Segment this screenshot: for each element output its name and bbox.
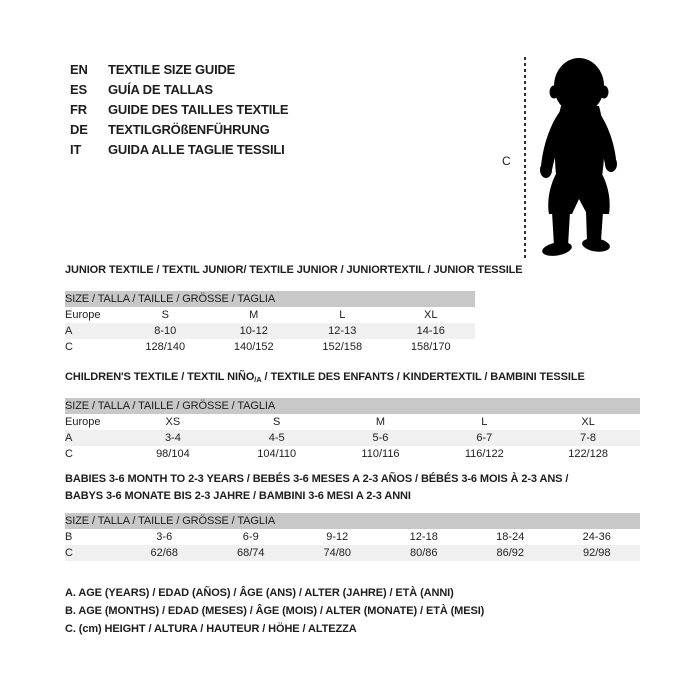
table-row-europe	[65, 414, 640, 430]
cell: S	[273, 416, 281, 428]
language-row-es	[70, 80, 288, 100]
cell: 62/68	[121, 545, 208, 561]
cell: 7-8	[536, 430, 640, 446]
cell: 3-4	[121, 430, 225, 446]
cell: M	[249, 309, 259, 321]
cell: 74/80	[294, 545, 381, 561]
children-title-subscript: /A	[254, 375, 262, 384]
cell: 140/152	[233, 341, 274, 353]
cell: XL	[424, 309, 438, 321]
cell: 3-6	[156, 531, 173, 543]
babies-title-line1: BABIES 3-6 MONTH TO 2-3 YEARS / BEBÉS 3-6 MESES A 2-3 AÑOS / BÉBÉS 3-6 MOIS À 2-3 ANS /	[65, 473, 569, 485]
cell: 110/116	[361, 448, 400, 460]
junior-section-title: JUNIOR TEXTILE / TEXTIL JUNIOR/ TEXTILE JUNIOR / JUNIORTEXTIL / JUNIOR TESSILE	[65, 264, 523, 276]
cell: 68/74	[208, 545, 295, 561]
footnote-c: C. (cm) HEIGHT / ALTURA / HAUTEUR / HÖHE / ALTEZZA	[65, 623, 357, 635]
cell: XS	[165, 416, 181, 428]
cell: 92/98	[554, 545, 641, 561]
cell: 8-10	[121, 323, 210, 339]
babies-size-table	[65, 513, 640, 561]
table-row-b	[65, 529, 640, 545]
size-header-row	[65, 398, 640, 414]
cell: 6-9	[242, 531, 259, 543]
size-header-row	[65, 291, 475, 307]
cell: 158/170	[410, 341, 451, 353]
language-code: ES	[70, 82, 87, 97]
language-code: EN	[70, 62, 88, 77]
cell: 152/158	[322, 341, 363, 353]
cell: 6-7	[432, 430, 536, 446]
table-row-c	[65, 545, 640, 561]
toddler-silhouette	[531, 56, 626, 258]
language-label: GUÍA DE TALLAS	[108, 82, 213, 97]
language-row-de	[70, 120, 288, 140]
height-measure-dashed-line	[524, 57, 526, 258]
cell: S	[161, 309, 169, 321]
cell: 12-13	[298, 323, 387, 339]
children-section-title	[65, 371, 585, 384]
language-label: TEXTILGRÖßENFÜHRUNG	[108, 122, 270, 137]
cell: 98/104	[156, 448, 190, 460]
cell: XL	[581, 416, 595, 428]
row-label: C	[65, 341, 73, 353]
language-row-it	[70, 140, 288, 160]
table-row-a	[65, 430, 640, 446]
language-label: GUIDE DES TAILLES TEXTILE	[108, 102, 289, 117]
size-header-label: SIZE / TALLA / TAILLE / GRÖSSE / TAGLIA	[65, 398, 640, 414]
row-label: C	[65, 545, 121, 561]
row-label: B	[65, 531, 73, 543]
cell: L	[481, 416, 488, 428]
cell: 80/86	[381, 545, 468, 561]
cell: 4-5	[225, 430, 329, 446]
size-header-label: SIZE / TALLA / TAILLE / GRÖSSE / TAGLIA	[65, 291, 475, 307]
cell: 5-6	[329, 430, 433, 446]
row-label: A	[65, 430, 121, 446]
row-label: Europe	[65, 416, 101, 428]
children-title-rest: / TEXTILE DES ENFANTS / KINDERTEXTIL / BAMBINI TESSILE	[261, 371, 585, 383]
row-label: C	[65, 448, 73, 460]
children-size-table	[65, 398, 640, 462]
junior-size-table	[65, 291, 475, 355]
footnote-a: A. AGE (YEARS) / EDAD (AÑOS) / ÂGE (ANS) / ALTER (JAHRE) / ETÀ (ANNI)	[65, 587, 454, 599]
cell: 24-36	[582, 531, 611, 543]
cell: M	[375, 416, 386, 428]
cell: L	[339, 309, 346, 321]
cell: 122/128	[568, 448, 608, 460]
children-title-main: CHILDREN'S TEXTILE / TEXTIL NIÑO	[65, 371, 255, 383]
table-row-europe	[65, 307, 475, 323]
cell: 86/92	[467, 545, 554, 561]
size-header-label: SIZE / TALLA / TAILLE / GRÖSSE / TAGLIA	[65, 513, 640, 529]
footnote-b: B. AGE (MONTHS) / EDAD (MESES) / ÂGE (MOIS) / ALTER (MONATE) / ETÀ (MESI)	[65, 605, 485, 617]
cell: 104/110	[257, 448, 297, 460]
language-list	[70, 60, 288, 160]
cell: 10-12	[210, 323, 299, 339]
language-code: DE	[70, 122, 88, 137]
language-label: GUIDA ALLE TAGLIE TESSILI	[108, 142, 285, 157]
cell: 12-18	[409, 531, 438, 543]
babies-title-line2: BABYS 3-6 MONATE BIS 2-3 JAHRE / BAMBINI 3-6 MESI A 2-3 ANNI	[65, 490, 411, 502]
language-code: FR	[70, 102, 87, 117]
cell: 116/122	[464, 448, 504, 460]
babies-section-title	[65, 471, 568, 505]
language-row-en	[70, 60, 288, 80]
language-label: TEXTILE SIZE GUIDE	[108, 62, 236, 77]
language-code: IT	[70, 142, 82, 157]
row-label: A	[65, 323, 121, 339]
cell: 18-24	[496, 531, 525, 543]
language-row-fr	[70, 100, 288, 120]
cell: 9-12	[326, 531, 349, 543]
row-label: Europe	[65, 309, 101, 321]
cell: 14-16	[387, 323, 476, 339]
height-measure-label: C	[502, 154, 511, 168]
footnotes	[65, 584, 484, 638]
size-header-row	[65, 513, 640, 529]
table-row-c	[65, 339, 475, 355]
table-row-a	[65, 323, 475, 339]
table-row-c	[65, 446, 640, 462]
cell: 128/140	[145, 341, 186, 353]
